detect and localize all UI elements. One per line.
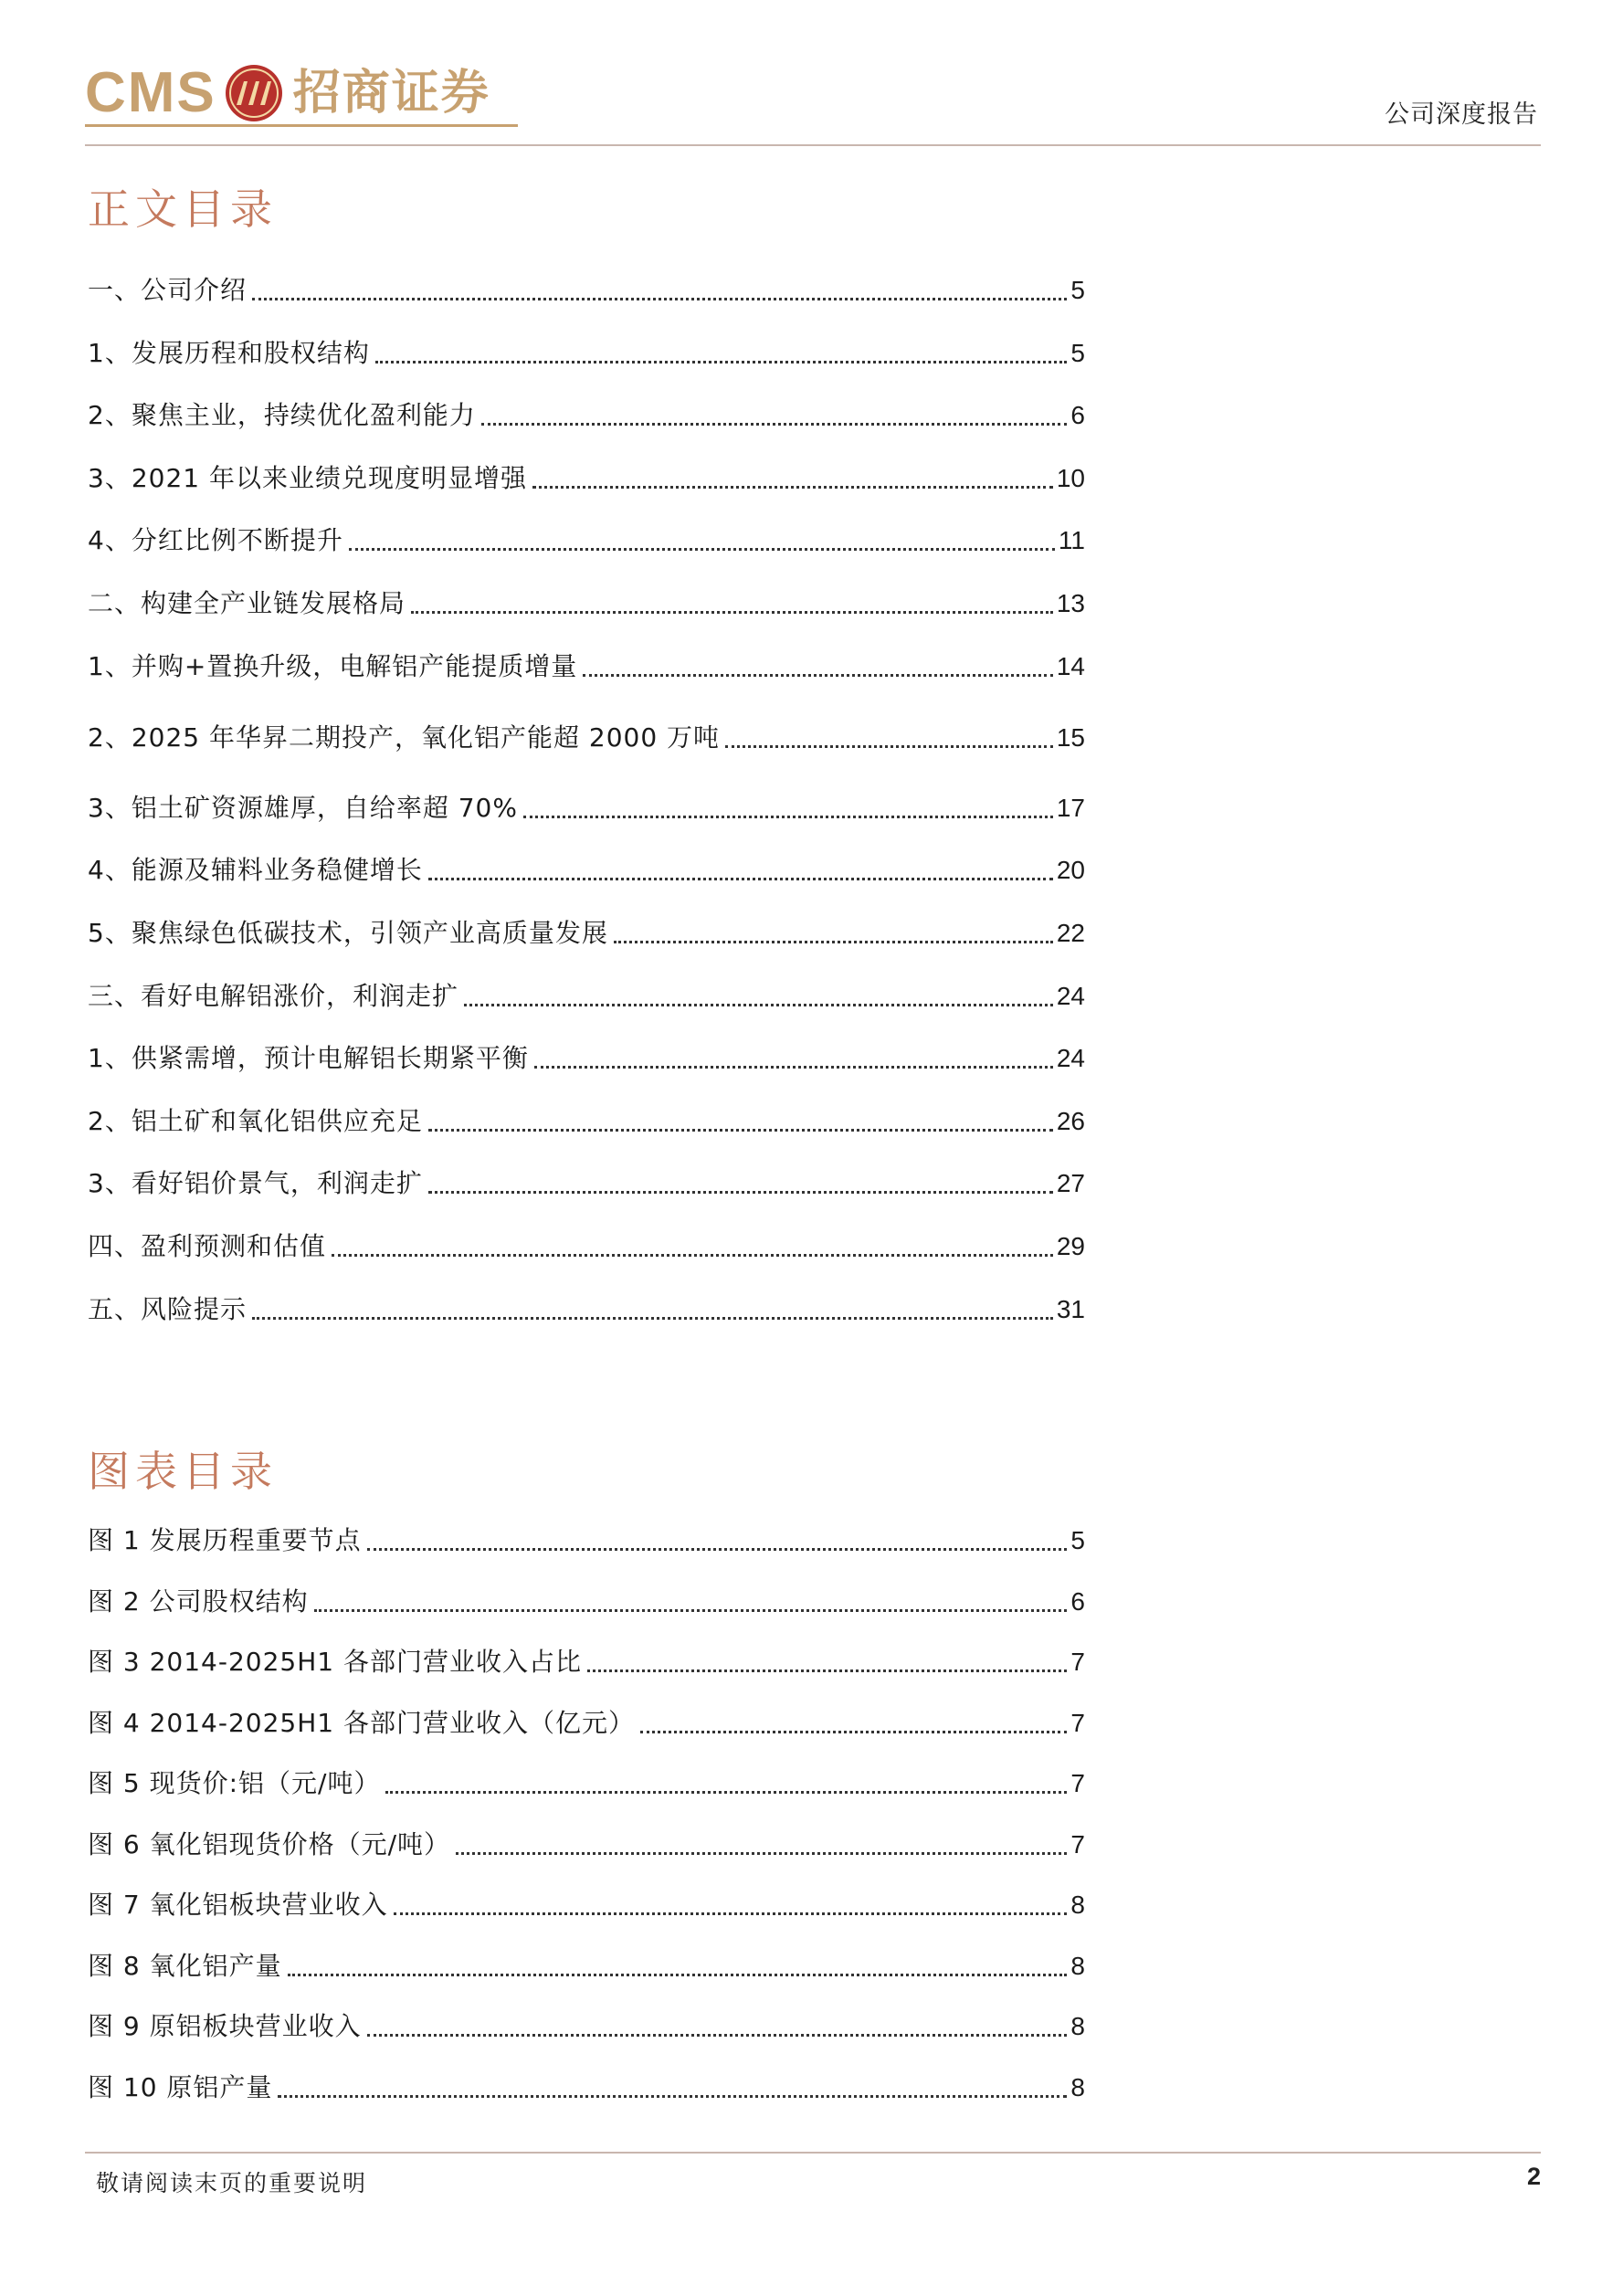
toc-entry-page: 27 bbox=[1056, 1169, 1085, 1198]
toc-entry-label: 1、发展历程和股权结构 bbox=[88, 337, 370, 368]
figure-entry-page: 7 bbox=[1070, 1829, 1085, 1859]
toc-entry-label: 四、盈利预测和估值 bbox=[88, 1231, 327, 1261]
dot-leader bbox=[332, 1254, 1053, 1257]
toc-entry-page: 5 bbox=[1070, 276, 1085, 304]
dot-leader bbox=[278, 2095, 1067, 2098]
toc-entry-label: 2、2025 年华昇二期投产，氧化铝产能超 2000 万吨 bbox=[88, 722, 721, 753]
toc-entry[interactable] bbox=[88, 1291, 1085, 1328]
figure-entry-label: 图 6 氧化铝现货价格（元/吨） bbox=[88, 1828, 451, 1859]
toc-entry[interactable] bbox=[88, 272, 1085, 309]
dot-leader bbox=[314, 1609, 1068, 1612]
toc-entry-label: 3、铝土矿资源雄厚，自给率超 70% bbox=[88, 792, 518, 823]
toc-entry-page: 10 bbox=[1056, 463, 1085, 492]
toc-entry[interactable] bbox=[88, 978, 1085, 1015]
toc-entry-label: 三、看好电解铝涨价，利润走扩 bbox=[88, 980, 459, 1011]
toc-entry[interactable] bbox=[88, 648, 1085, 685]
dot-leader bbox=[725, 745, 1053, 748]
toc-entry[interactable] bbox=[88, 1228, 1085, 1265]
toc-entry-label: 3、2021 年以来业绩兑现度明显增强 bbox=[88, 462, 527, 493]
toc-entry[interactable] bbox=[88, 720, 1085, 756]
toc-title: 正文目录 bbox=[88, 184, 278, 234]
cms-logo[interactable] bbox=[85, 57, 490, 130]
figure-entry-label: 图 4 2014-2025H1 各部门营业收入（亿元） bbox=[88, 1707, 636, 1738]
dot-leader bbox=[534, 1066, 1053, 1069]
dot-leader bbox=[587, 1669, 1067, 1672]
dot-leader bbox=[411, 611, 1053, 614]
toc-entry-page: 5 bbox=[1070, 338, 1085, 367]
toc-entry[interactable] bbox=[88, 397, 1085, 434]
figure-list-title: 图表目录 bbox=[88, 1447, 278, 1496]
figure-entry[interactable] bbox=[88, 2070, 1085, 2106]
toc-entry-page: 24 bbox=[1056, 981, 1085, 1010]
toc-entry-page: 14 bbox=[1056, 651, 1085, 680]
toc-entry[interactable] bbox=[88, 1040, 1085, 1077]
dot-leader bbox=[385, 1791, 1067, 1794]
figure-entry-page: 7 bbox=[1070, 1708, 1085, 1737]
dot-leader bbox=[532, 486, 1053, 489]
figure-entry-page: 8 bbox=[1070, 2072, 1085, 2101]
toc-entry-label: 2、聚焦主业，持续优化盈利能力 bbox=[88, 400, 476, 431]
page-number: 2 bbox=[1526, 2163, 1541, 2190]
dot-leader bbox=[428, 1129, 1053, 1132]
toc-entry-label: 1、供紧需增，预计电解铝长期紧平衡 bbox=[88, 1043, 529, 1074]
toc-entry[interactable] bbox=[88, 915, 1085, 952]
cms-emblem-icon bbox=[224, 63, 284, 123]
logo-underline bbox=[85, 124, 518, 127]
toc-entry-page: 13 bbox=[1056, 589, 1085, 617]
figure-entry-page: 7 bbox=[1070, 1769, 1085, 1797]
figure-entry-page: 8 bbox=[1070, 1891, 1085, 1919]
toc-entry-label: 1、并购+置换升级，电解铝产能提质增量 bbox=[88, 650, 578, 681]
toc-entry-page: 20 bbox=[1056, 856, 1085, 885]
dot-leader bbox=[456, 1852, 1067, 1855]
toc-entry-page: 6 bbox=[1070, 401, 1085, 430]
dot-leader bbox=[428, 1191, 1053, 1194]
logo-chinese-text: 招商证券 bbox=[292, 66, 490, 121]
figure-entry[interactable] bbox=[88, 1522, 1085, 1559]
figure-entry-page: 6 bbox=[1070, 1586, 1085, 1616]
figure-entry-label: 图 9 原铝板块营业收入 bbox=[88, 2011, 362, 2041]
logo-latin-text: CMS bbox=[85, 61, 216, 124]
toc-entry[interactable] bbox=[88, 1103, 1085, 1140]
toc-entry[interactable] bbox=[88, 585, 1085, 622]
toc-entry-label: 4、分红比例不断提升 bbox=[88, 525, 343, 556]
figure-entry-label: 图 1 发展历程重要节点 bbox=[88, 1525, 362, 1555]
figure-entry[interactable] bbox=[88, 1705, 1085, 1742]
dot-leader bbox=[394, 1912, 1068, 1915]
figure-entry-label: 图 7 氧化铝板块营业收入 bbox=[88, 1890, 388, 1920]
disclaimer-note: 敬请阅读末页的重要说明 bbox=[96, 2170, 368, 2196]
toc-entry[interactable] bbox=[88, 1165, 1085, 1202]
dot-leader bbox=[288, 1974, 1068, 1976]
toc-entry-page: 22 bbox=[1056, 919, 1085, 947]
figure-entry-page: 8 bbox=[1070, 1951, 1085, 1980]
toc-entry-label: 3、看好铝价景气，利润走扩 bbox=[88, 1168, 423, 1199]
figure-entry[interactable] bbox=[88, 1827, 1085, 1863]
figure-entry-label: 图 3 2014-2025H1 各部门营业收入占比 bbox=[88, 1647, 583, 1677]
toc-entry-page: 11 bbox=[1058, 526, 1085, 555]
toc-entry-page: 26 bbox=[1056, 1106, 1085, 1135]
figure-entry-label: 图 5 现货价:铝（元/吨） bbox=[88, 1768, 381, 1798]
dot-leader bbox=[367, 2034, 1068, 2037]
toc-entry-page: 31 bbox=[1056, 1294, 1085, 1323]
dot-leader bbox=[464, 1004, 1053, 1006]
document-type: 公司深度报告 bbox=[1385, 100, 1538, 129]
dot-leader bbox=[349, 548, 1055, 551]
toc-entry-label: 二、构建全产业链发展格局 bbox=[88, 588, 406, 618]
dot-leader bbox=[252, 1317, 1053, 1320]
toc-entry[interactable] bbox=[88, 852, 1085, 889]
figure-entry-label: 图 10 原铝产量 bbox=[88, 2071, 273, 2102]
toc-entry-label: 5、聚焦绿色低碳技术，引领产业高质量发展 bbox=[88, 918, 608, 948]
figure-entry[interactable] bbox=[88, 2008, 1085, 2045]
dot-leader bbox=[481, 423, 1068, 426]
dot-leader bbox=[523, 816, 1053, 818]
toc-entry[interactable] bbox=[88, 335, 1085, 372]
dot-leader bbox=[640, 1731, 1067, 1733]
figure-entry-page: 7 bbox=[1070, 1648, 1085, 1676]
toc-entry[interactable] bbox=[88, 522, 1085, 559]
footer-divider bbox=[85, 2152, 1541, 2154]
toc-entry[interactable] bbox=[88, 790, 1085, 827]
dot-leader bbox=[252, 298, 1067, 300]
toc-entry-label: 五、风险提示 bbox=[88, 1293, 248, 1324]
toc-entry-label: 4、能源及辅料业务稳健增长 bbox=[88, 855, 423, 886]
toc-entry-label: 一、公司介绍 bbox=[88, 275, 248, 305]
figure-entry[interactable] bbox=[88, 1887, 1085, 1923]
dot-leader bbox=[367, 1548, 1068, 1551]
dot-leader bbox=[375, 361, 1068, 363]
figure-entry-label: 图 8 氧化铝产量 bbox=[88, 1950, 282, 1981]
toc-entry-page: 15 bbox=[1056, 723, 1085, 753]
page-header bbox=[0, 0, 1623, 151]
dot-leader bbox=[583, 674, 1053, 677]
header-divider bbox=[85, 144, 1541, 146]
toc-entry-label: 2、铝土矿和氧化铝供应充足 bbox=[88, 1105, 423, 1136]
toc-entry-page: 17 bbox=[1056, 793, 1085, 822]
dot-leader bbox=[428, 878, 1053, 880]
figure-entry[interactable] bbox=[88, 1584, 1085, 1620]
figure-entry-page: 5 bbox=[1070, 1526, 1085, 1554]
figure-entry[interactable] bbox=[88, 1765, 1085, 1802]
toc-entry[interactable] bbox=[88, 460, 1085, 497]
figure-entry[interactable] bbox=[88, 1948, 1085, 1985]
dot-leader bbox=[614, 941, 1053, 943]
toc-entry-page: 29 bbox=[1056, 1232, 1085, 1260]
figure-entry-label: 图 2 公司股权结构 bbox=[88, 1585, 309, 1617]
figure-entry-page: 8 bbox=[1070, 2012, 1085, 2040]
figure-entry[interactable] bbox=[88, 1644, 1085, 1680]
toc-entry-page: 24 bbox=[1056, 1044, 1085, 1073]
